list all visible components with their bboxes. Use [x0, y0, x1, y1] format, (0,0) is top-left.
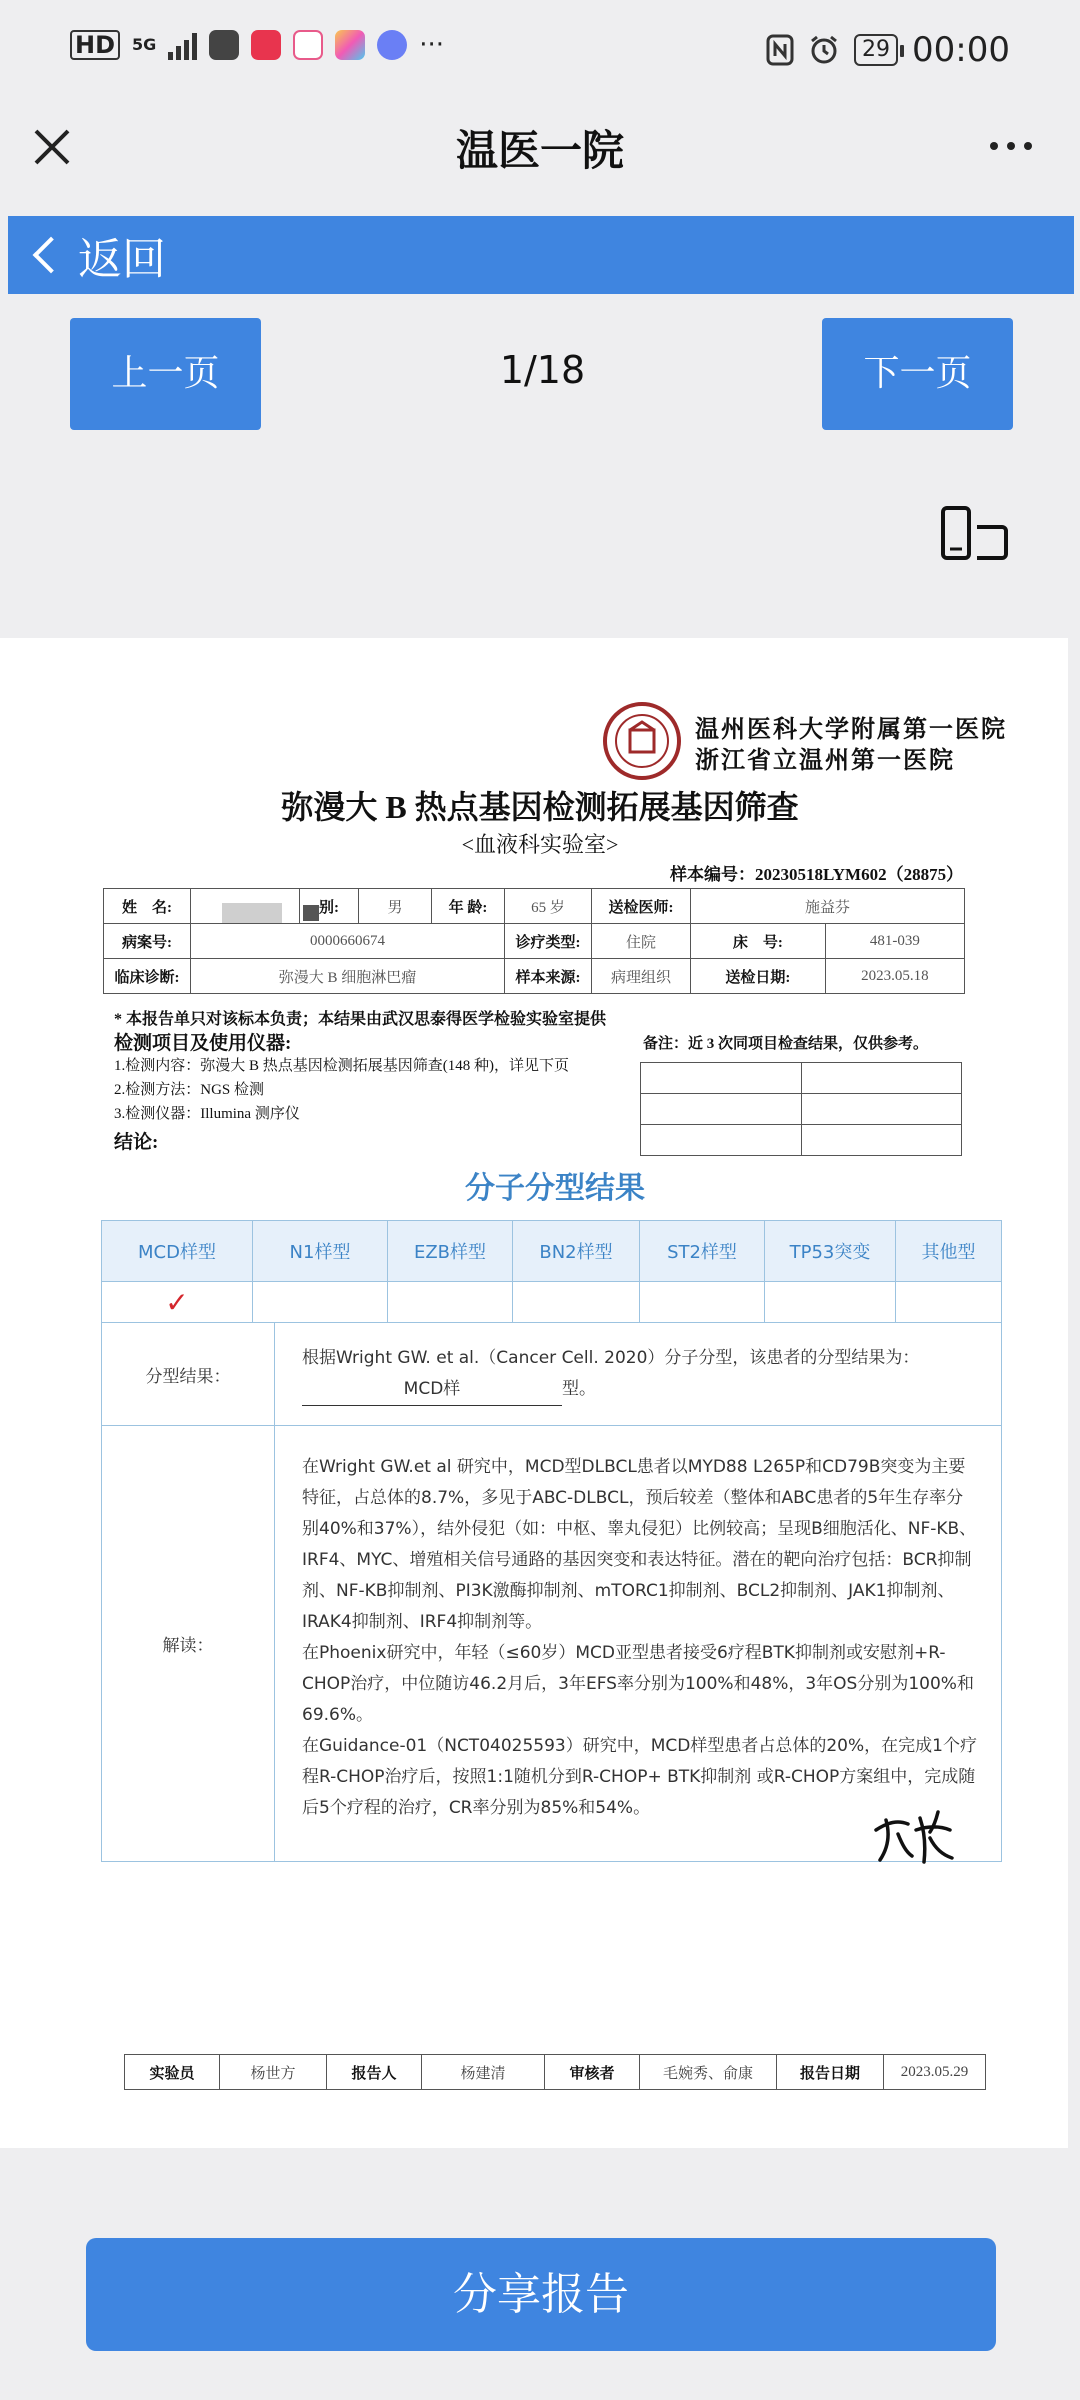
clock: 00:00	[912, 30, 1010, 70]
prev-page-button[interactable]: 上一页	[70, 318, 261, 430]
battery-icon: 29	[854, 34, 898, 66]
more-notifications-icon: ···	[419, 30, 445, 60]
app-notification-icon	[293, 30, 323, 60]
visit-type-value: 住院	[592, 924, 691, 959]
report-footer-table	[124, 2054, 986, 2090]
reviewer-label: 审核者	[545, 2055, 640, 2090]
type-header: EZB样型	[388, 1221, 513, 1282]
alarm-icon	[808, 34, 840, 66]
doctor-value: 施益芬	[691, 889, 965, 924]
age-value: 65 岁	[505, 889, 592, 924]
back-button[interactable]	[8, 216, 1074, 294]
type-header: ST2样型	[640, 1221, 765, 1282]
signal-icon	[168, 30, 197, 60]
nfc-icon	[766, 34, 794, 66]
app-notification-icon	[335, 30, 365, 60]
result-value: MCD样	[302, 1374, 562, 1406]
reporter-label: 报告人	[327, 2055, 422, 2090]
record-value: 0000660674	[191, 924, 505, 959]
type-cell	[513, 1282, 640, 1323]
name-label: 姓 名:	[104, 889, 191, 924]
page-title: 温医一院	[455, 126, 624, 175]
diagnosis-value: 弥漫大 B 细胞淋巴瘤	[191, 959, 505, 994]
molecular-type-table	[101, 1220, 1002, 1323]
interpretation-paragraph: 在Phoenix研究中，年轻（≤60岁）MCD亚型患者接受6疗程BTK抑制剂或安慰剂+R-CHOP治疗，中位随访46.2月后，3年EFS率分别为100%和48%，3年OS分别为100%和69.6%。	[302, 1643, 974, 1725]
hospital-logo	[603, 702, 681, 780]
bed-label: 床 号:	[691, 924, 826, 959]
page-indicator: 1/18	[499, 348, 586, 392]
check-icon: ✓	[165, 1285, 189, 1319]
status-bar	[0, 0, 1080, 100]
result-label: 分型结果：	[102, 1323, 275, 1426]
type-cell	[253, 1282, 388, 1323]
reviewer-value: 毛婉秀、俞康	[640, 2055, 777, 2090]
status-left	[70, 30, 444, 60]
redacted-name	[303, 905, 319, 921]
bed-value: 481-039	[825, 924, 964, 959]
molecular-typing-title: 分子分型结果	[465, 1171, 645, 1206]
age-label: 年 龄:	[432, 889, 505, 924]
type-header: N1样型	[253, 1221, 388, 1282]
sample-number: 样本编号：20230518LYM602（28875）	[670, 865, 964, 884]
test-item: 3.检测仪器：Illumina 测序仪	[114, 1106, 300, 1122]
report-title: 弥漫大 B 热点基因检测拓展基因筛查	[281, 789, 799, 825]
lab-value: 杨世方	[220, 2055, 327, 2090]
gender-label: 别:	[300, 889, 359, 924]
result-text	[275, 1323, 1002, 1426]
type-header: MCD样型	[102, 1221, 253, 1282]
chevron-left-icon	[33, 237, 70, 274]
type-cell	[388, 1282, 513, 1323]
report-date-label: 报告日期	[777, 2055, 884, 2090]
type-cell	[102, 1282, 253, 1323]
report-subtitle: <血液科实验室>	[461, 832, 619, 857]
status-right	[766, 30, 1010, 70]
result-suffix: 型。	[562, 1378, 596, 1399]
result-sentence: 根据Wright GW. et al.（Cancer Cell. 2020）分子分型，该患者的分型结果为：	[302, 1347, 920, 1368]
more-options-icon[interactable]	[990, 142, 1032, 150]
share-report-button[interactable]: 分享报告	[86, 2238, 996, 2351]
interpretation-paragraph: 在Guidance-01（NCT04025593）研究中，MCD样型患者占总体的20%，在完成1个疗程R-CHOP治疗后，按照1:1随机分到R-CHOP+ BTK抑制剂 或R-CHOP方案组中，完成随后5个疗程的治疗，CR率分别为85%和54%。	[302, 1736, 977, 1818]
hospital-name	[695, 715, 1007, 777]
typing-result-table	[101, 1322, 1002, 1862]
type-cell	[896, 1282, 1002, 1323]
hospital-name-line-2: 浙江省立温州第一医院	[695, 748, 955, 774]
type-header: TP53突变	[765, 1221, 896, 1282]
interpretation-text	[275, 1426, 1002, 1862]
back-label: 返回	[78, 234, 166, 285]
report-date-value: 2023.05.29	[884, 2055, 986, 2090]
submit-date-value: 2023.05.18	[825, 959, 964, 994]
remark: 备注：近 3 次同项目检查结果，仅供参考。	[643, 1036, 929, 1052]
diagnosis-label: 临床诊断:	[104, 959, 191, 994]
next-page-button[interactable]: 下一页	[822, 318, 1013, 430]
hd-indicator: HD	[70, 30, 120, 60]
app-notification-icon	[251, 30, 281, 60]
hospital-name-line-1: 温州医科大学附属第一医院	[695, 717, 1007, 743]
rotate-screen-icon[interactable]	[940, 505, 1010, 561]
sample-source-label: 样本来源:	[505, 959, 592, 994]
history-table	[640, 1062, 962, 1156]
type-cell	[640, 1282, 765, 1323]
redacted-name	[222, 903, 282, 923]
type-header: 其他型	[896, 1221, 1002, 1282]
test-item: 2.检测方法：NGS 检测	[114, 1082, 265, 1098]
interpretation-paragraph: 在Wright GW.et al 研究中，MCD型DLBCL患者以MYD88 L265P和CD79B突变为主要特征，占总体的8.7%，多见于ABC-DLBCL，预后较差（整体和ABC患者的5年生存率分别40%和37%），结外侵犯（如：中枢、睾丸侵犯）比例较高；呈现B细胞活化、NF-KB、IRF4、MYC、增殖相关信号通路的基因突变和表达特征。潜在的靶向治疗包括：BCR抑制剂、NF-KB抑制剂、PI3K激酶抑制剂、mTORC1抑制剂、BCL2抑制剂、JAK1抑制剂、IRAK4抑制剂、IRF4抑制剂等。	[302, 1457, 977, 1632]
music-app-icon	[377, 30, 407, 60]
gender-value: 男	[359, 889, 432, 924]
interpretation-label: 解读：	[102, 1426, 275, 1862]
handwritten-signature	[868, 1800, 958, 1870]
submit-date-label: 送检日期:	[691, 959, 826, 994]
report-notice: * 本报告单只对该标本负责；本结果由武汉思泰得医学检验实验室提供	[114, 1011, 607, 1028]
app-notification-icon	[209, 30, 239, 60]
network-type: 5G	[132, 35, 157, 54]
doctor-label: 送检医师:	[592, 889, 691, 924]
conclusion-label: 结论:	[114, 1132, 159, 1153]
type-header: BN2样型	[513, 1221, 640, 1282]
test-item: 1.检测内容：弥漫大 B 热点基因检测拓展基因筛查(148 种)，详见下页	[114, 1058, 569, 1074]
items-section-title: 检测项目及使用仪器:	[114, 1033, 292, 1054]
record-label: 病案号:	[104, 924, 191, 959]
sample-source-value: 病理组织	[592, 959, 691, 994]
type-cell	[765, 1282, 896, 1323]
result-answer	[302, 1374, 977, 1406]
visit-type-label: 诊疗类型:	[505, 924, 592, 959]
lab-label: 实验员	[125, 2055, 220, 2090]
reporter-value: 杨建清	[422, 2055, 545, 2090]
